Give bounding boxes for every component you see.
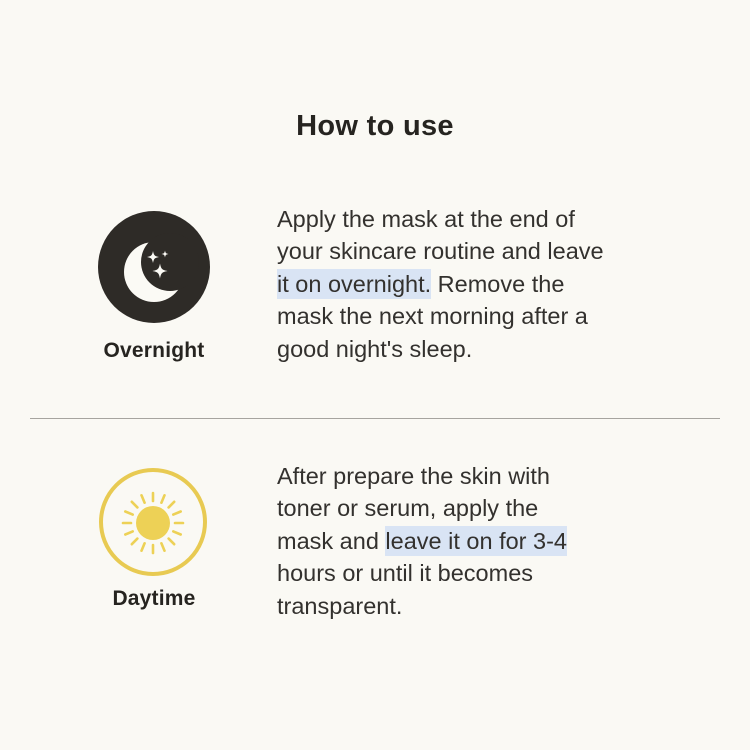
overnight-label: Overnight [103, 339, 205, 362]
page-title: How to use [296, 110, 454, 142]
text-line [277, 492, 717, 524]
overnight-instructions [277, 203, 717, 365]
text-line [277, 525, 717, 557]
body-text: Apply the mask at the end of [277, 206, 575, 232]
section-divider [30, 418, 720, 419]
body-text: your skincare routine and leave [277, 238, 604, 265]
body-text: mask and [277, 527, 386, 554]
body-text: After prepare the skin with [277, 463, 550, 489]
body-text: mask the next morning after a [277, 303, 588, 330]
text-line [277, 235, 717, 267]
text-line [277, 460, 717, 492]
text-line [277, 590, 717, 622]
text-line [277, 557, 717, 589]
text-line [277, 268, 717, 300]
text-line [277, 203, 717, 235]
highlighted-text: leave it on for 3-4 [385, 527, 567, 554]
moon-icon [98, 211, 210, 323]
daytime-instructions [277, 460, 717, 622]
body-text: hours or until it becomes [277, 560, 534, 587]
sun-icon [97, 466, 209, 578]
body-text: Remove the [431, 270, 565, 297]
body-text: toner or serum, apply the [277, 495, 539, 522]
highlighted-text: it on overnight. [277, 270, 432, 297]
text-line [277, 300, 717, 332]
text-line [277, 333, 717, 365]
daytime-label: Daytime [112, 587, 196, 610]
body-text: transparent. [277, 592, 403, 619]
body-text: good night's sleep. [277, 335, 473, 362]
